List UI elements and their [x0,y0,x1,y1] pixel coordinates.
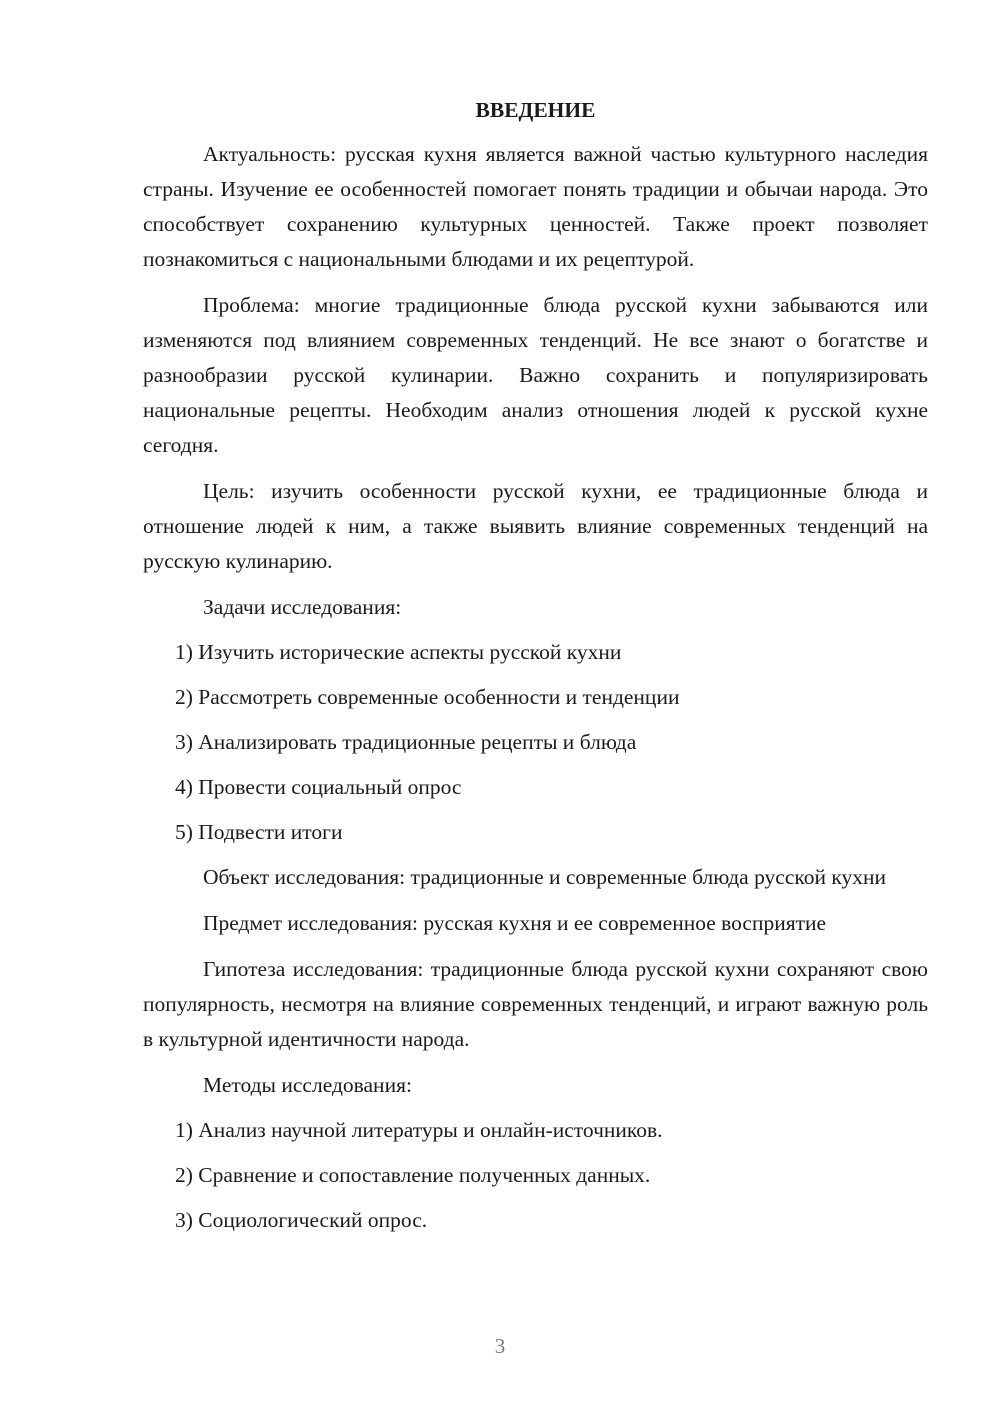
list-item: 1) Анализ научной литературы и онлайн-источников. [175,1118,663,1142]
methods-heading: Методы исследования: [203,1073,412,1097]
methods-list [143,1113,928,1238]
page-number: 3 [494,1334,506,1358]
problem-paragraph: Проблема: многие традиционные блюда русской кухни забываются или изменяются под влиянием современных тенденций. Не все знают о богатстве и разнообразии русской кулинарии. Важно сохранить и популяризировать национальные рецепты. Необходим анализ отношения людей к русской кухне сегодня. [143,293,928,457]
list-item: 4) Провести социальный опрос [175,775,462,799]
object-paragraph: Объект исследования: традиционные и современные блюда русской кухни [203,865,887,889]
section-title: ВВЕДЕНИЕ [475,98,596,122]
list-item: 1) Изучить исторические аспекты русской кухни [175,640,622,664]
hypothesis-paragraph: Гипотеза исследования: традиционные блюда русской кухни сохраняют свою популярность, несмотря на влияние современных тенденций, и играют важную роль в культурной идентичности народа. [143,957,928,1051]
list-item: 2) Сравнение и сопоставление полученных данных. [175,1163,651,1187]
relevance-paragraph: Актуальность: русская кухня является важной частью культурного наследия страны. Изучение ее особенностей помогает понять традиции и обычаи народа. Это способствует сохранению культурных ценностей. Также проект позволяет познакомиться с национальными блюдами и их рецептурой. [143,142,928,271]
tasks-list [143,635,928,850]
subject-paragraph: Предмет исследования: русская кухня и ее современное восприятие [203,911,827,935]
goal-paragraph: Цель: изучить особенности русской кухни, ее традиционные блюда и отношение людей к ним, а также выявить влияние современных тенденций на русскую кулинарию. [143,479,928,573]
document-page [143,95,928,1248]
list-item: 3) Социологический опрос. [175,1208,428,1232]
list-item: 2) Рассмотреть современные особенности и тенденции [175,685,680,709]
list-item: 3) Анализировать традиционные рецепты и блюда [175,730,637,754]
tasks-heading: Задачи исследования: [203,595,402,619]
list-item: 5) Подвести итоги [175,820,343,844]
